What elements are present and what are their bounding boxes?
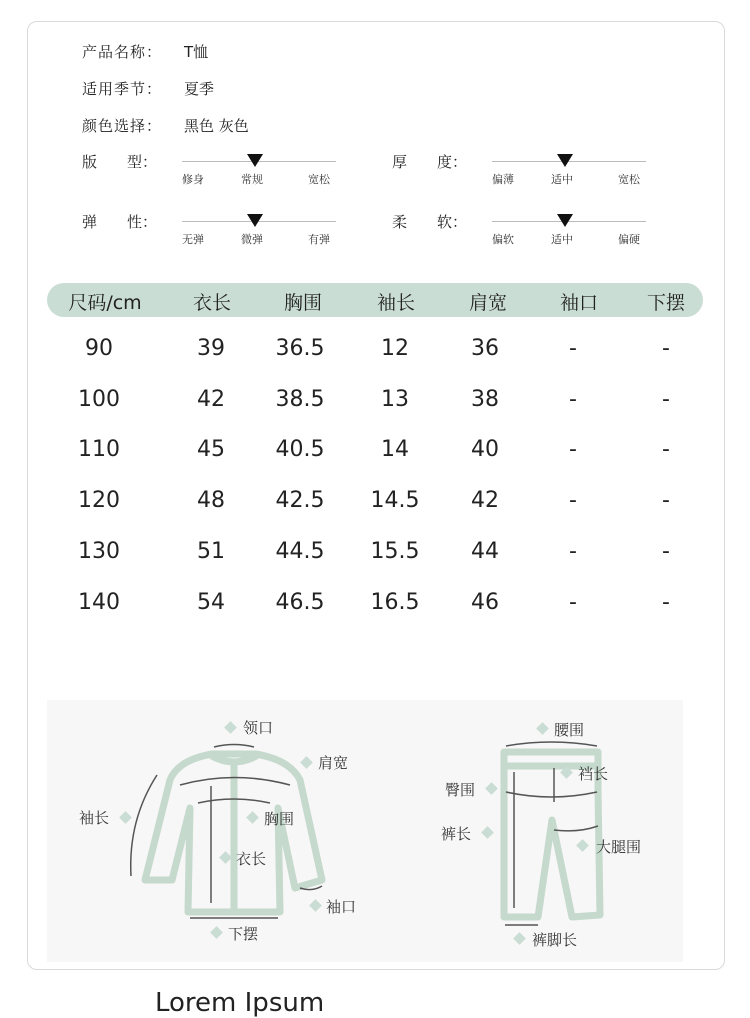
label-hip: 臀围 — [445, 781, 476, 799]
cell-sleeve: 16.5 — [370, 589, 420, 615]
footer-text: Lorem Ipsum — [155, 988, 325, 1018]
cell-hem: - — [662, 589, 670, 615]
thickness-option-1: 偏薄 — [492, 173, 514, 186]
stretch-option-2: 微弹 — [241, 233, 263, 246]
label-leg-opening: 裤脚长 — [532, 931, 578, 949]
header-size: 尺码/cm — [68, 292, 142, 314]
cell-hem: - — [662, 437, 670, 463]
label-chest: 胸围 — [264, 810, 295, 828]
softness-option-3: 偏硬 — [618, 233, 640, 246]
cell-size: 100 — [78, 386, 120, 412]
cell-chest: 36.5 — [275, 336, 325, 361]
cell-hem: - — [662, 488, 670, 514]
header-length: 衣长 — [192, 292, 232, 314]
label-rise: 裆长 — [578, 765, 609, 783]
fit-option-3: 宽松 — [308, 173, 330, 186]
cell-cuff: - — [569, 488, 577, 514]
cell-length: 42 — [197, 386, 225, 412]
softness-option-2: 适中 — [551, 233, 573, 246]
cell-sleeve: 14 — [381, 437, 409, 463]
cell-shoulder: 42 — [471, 488, 499, 514]
cell-chest: 40.5 — [275, 437, 325, 463]
header-cuff: 袖口 — [559, 292, 599, 314]
fit-option-2: 常规 — [241, 173, 263, 186]
label-cuff: 袖口 — [326, 898, 357, 916]
label-pants-length: 裤长 — [441, 825, 472, 843]
header-sleeve: 袖长 — [376, 292, 416, 314]
stretch-option-3: 有弹 — [308, 233, 330, 246]
thickness-label: 厚 度： — [392, 153, 468, 171]
cell-size: 90 — [85, 336, 113, 361]
cell-chest: 38.5 — [275, 386, 325, 412]
cell-cuff: - — [569, 538, 577, 564]
cell-length: 45 — [197, 437, 225, 463]
cell-size: 130 — [78, 538, 120, 564]
cell-size: 120 — [78, 488, 120, 514]
thickness-option-2: 适中 — [551, 173, 573, 186]
season-label: 适用季节： — [82, 80, 163, 98]
header-hem: 下摆 — [646, 292, 686, 314]
label-waist: 腰围 — [554, 721, 585, 739]
stretch-option-1: 无弹 — [182, 233, 204, 246]
cell-cuff: - — [569, 437, 577, 463]
cell-sleeve: 15.5 — [370, 538, 420, 564]
cell-cuff: - — [569, 386, 577, 412]
softness-label: 柔 软： — [392, 213, 468, 231]
cell-hem: - — [662, 386, 670, 412]
stretch-label: 弹 性： — [82, 213, 158, 231]
cell-shoulder: 46 — [471, 589, 499, 615]
cell-shoulder: 36 — [471, 336, 499, 361]
product-name-value: T恤 — [184, 43, 209, 61]
cell-size: 110 — [78, 437, 120, 463]
cell-chest: 44.5 — [275, 538, 325, 564]
fit-option-1: 修身 — [182, 173, 204, 186]
label-shoulder: 肩宽 — [318, 754, 349, 772]
cell-cuff: - — [569, 589, 577, 615]
cell-sleeve: 14.5 — [370, 488, 420, 514]
color-label: 颜色选择： — [82, 117, 163, 135]
cell-sleeve: 12 — [381, 336, 409, 361]
cell-length: 39 — [197, 336, 225, 361]
season-value: 夏季 — [184, 80, 215, 98]
cell-shoulder: 44 — [471, 538, 499, 564]
cell-chest: 46.5 — [275, 589, 325, 615]
header-chest: 胸围 — [283, 292, 323, 314]
cell-shoulder: 38 — [471, 386, 499, 412]
cell-hem: - — [662, 538, 670, 564]
cell-length: 54 — [197, 589, 225, 615]
label-length: 衣长 — [236, 850, 267, 868]
label-thigh: 大腿围 — [596, 838, 642, 856]
label-hem: 下摆 — [228, 925, 259, 943]
cell-hem: - — [662, 336, 670, 361]
cell-shoulder: 40 — [471, 437, 499, 463]
softness-option-1: 偏软 — [492, 233, 514, 246]
label-sleeve-length: 袖长 — [79, 809, 110, 827]
cell-length: 51 — [197, 538, 225, 564]
fit-label: 版 型： — [82, 153, 158, 171]
cell-sleeve: 13 — [381, 386, 409, 412]
product-name-label: 产品名称： — [82, 43, 163, 61]
cell-chest: 42.5 — [275, 488, 325, 514]
thickness-option-3: 宽松 — [618, 173, 640, 186]
label-collar: 领口 — [243, 719, 274, 737]
cell-size: 140 — [78, 589, 120, 615]
cell-cuff: - — [569, 336, 577, 361]
cell-length: 48 — [197, 488, 225, 514]
header-shoulder: 肩宽 — [468, 292, 508, 314]
color-value: 黑色 灰色 — [184, 117, 249, 135]
